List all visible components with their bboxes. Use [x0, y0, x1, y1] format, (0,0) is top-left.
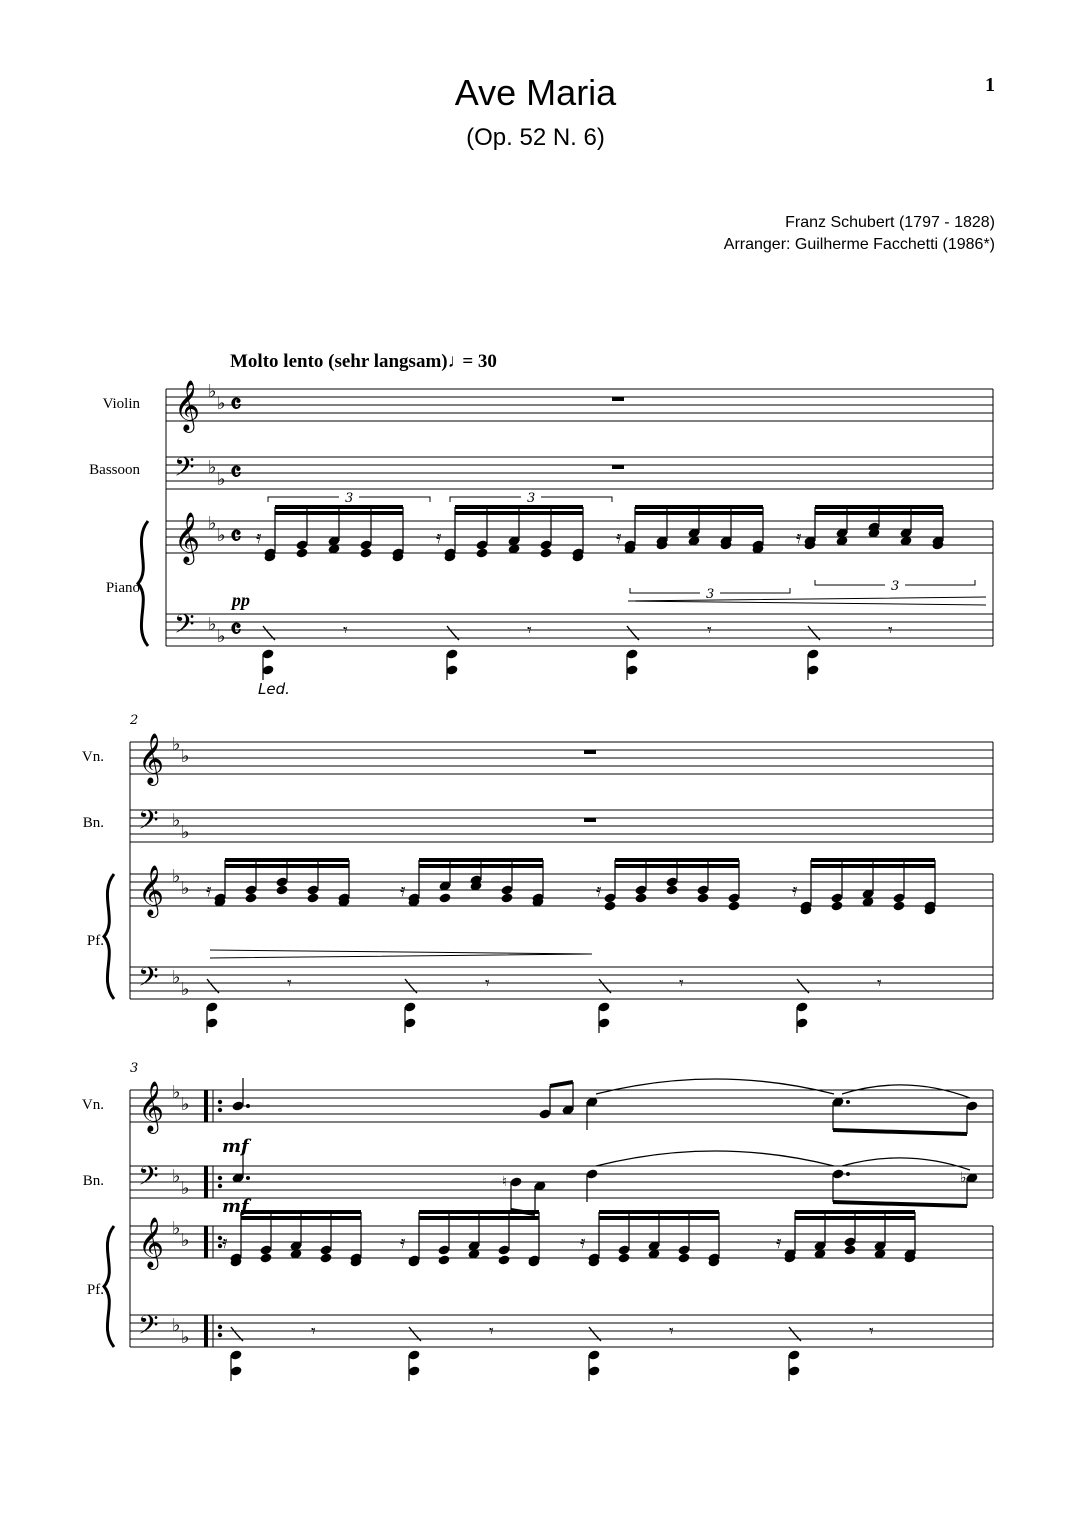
staff — [166, 614, 993, 646]
whole-rest — [612, 397, 624, 401]
flat-icon: ♭ — [217, 525, 226, 546]
eighth-rest-icon: 𝄾 — [485, 973, 490, 994]
common-time-icon: 𝄴 — [230, 615, 242, 645]
eighth-rest-icon: 𝄾 — [489, 1321, 494, 1342]
flat-icon: ♭ — [172, 1082, 181, 1103]
treble-clef-icon: 𝄞 — [138, 1217, 165, 1268]
measure-number: 2 — [130, 713, 139, 728]
piano-brace — [104, 1226, 114, 1347]
sixteenth-rest-icon: 𝄿 — [400, 880, 406, 901]
slur — [842, 1158, 970, 1170]
staff — [166, 521, 993, 553]
instrument-label-piano-short: Pf. — [86, 1282, 104, 1298]
whole-rest — [584, 750, 596, 754]
tempo-text: Molto lento (sehr langsam) — [230, 351, 448, 372]
flat-icon: ♭ — [172, 734, 181, 755]
slur — [842, 1085, 970, 1098]
flat-icon: ♭ — [181, 822, 190, 843]
whole-rest — [612, 465, 624, 469]
sixteenth-rest-icon: 𝄿 — [616, 527, 622, 548]
repeat-dot — [218, 1325, 222, 1329]
flat-icon: ♭ — [172, 1315, 181, 1336]
flat-icon: ♭ — [172, 1218, 181, 1239]
eighth-rest-icon: 𝄾 — [877, 973, 882, 994]
repeat-dot — [218, 1176, 222, 1180]
instrument-label-bassoon-short: Bn. — [82, 815, 104, 831]
common-time-icon: 𝄴 — [230, 522, 242, 552]
sixteenth-rest-icon: 𝄿 — [776, 1232, 782, 1253]
beam — [550, 1082, 573, 1086]
dynamic-pp: pp — [232, 590, 250, 610]
bass-clef-icon: 𝄢 — [138, 1160, 159, 1198]
staff — [130, 1166, 993, 1198]
natural-icon: ♮ — [502, 1174, 508, 1190]
pedal-marking: Led. — [258, 680, 290, 698]
measure-number: 3 — [130, 1061, 139, 1076]
sixteenth-rest-icon: 𝄿 — [256, 527, 262, 548]
dot — [246, 1104, 250, 1108]
eighth-rest-icon: 𝄾 — [707, 620, 712, 641]
dot — [846, 1100, 850, 1104]
repeat-dot — [218, 1184, 222, 1188]
instrument-label-violin: Violin — [102, 396, 140, 412]
treble-clef-icon: 𝄞 — [138, 733, 165, 784]
eighth-rest-icon: 𝄾 — [527, 620, 532, 641]
dynamic-mf: mf — [222, 1136, 249, 1157]
flat-icon: ♭ — [181, 1230, 190, 1251]
composer-credit: Franz Schubert (1797 - 1828) — [785, 214, 995, 231]
piano-brace — [138, 521, 148, 646]
piece-title: Ave Maria — [454, 72, 617, 113]
bass-clef-icon: 𝄢 — [174, 608, 195, 646]
tuplet-number: 3 — [706, 587, 715, 602]
whole-rest — [584, 818, 596, 822]
bass-clef-icon: 𝄢 — [174, 451, 195, 489]
common-time-icon: 𝄴 — [230, 458, 242, 488]
instrument-label-piano-short: Pf. — [86, 933, 104, 949]
piano-brace — [104, 874, 114, 999]
repeat-dot — [218, 1333, 222, 1337]
instrument-label-bassoon-short: Bn. — [82, 1173, 104, 1189]
repeat-dot — [218, 1108, 222, 1112]
bass-clef-icon: 𝄢 — [138, 961, 159, 999]
eighth-rest-icon: 𝄾 — [669, 1321, 674, 1342]
sixteenth-rest-icon: 𝄿 — [792, 880, 798, 901]
instrument-label-piano: Piano — [105, 580, 140, 596]
treble-clef-icon: 𝄞 — [174, 512, 201, 563]
treble-clef-icon: 𝄞 — [174, 380, 201, 431]
flat-icon: ♭ — [208, 513, 217, 534]
staff — [130, 810, 993, 842]
flat-icon: ♭ — [208, 457, 217, 478]
staff — [130, 742, 993, 774]
treble-clef-icon: 𝄞 — [138, 865, 165, 916]
dot — [246, 1176, 250, 1180]
repeat-dot — [218, 1100, 222, 1104]
tuplet-number: 3 — [345, 491, 354, 506]
notehead — [437, 1254, 450, 1265]
sixteenth-rest-icon: 𝄿 — [580, 1232, 586, 1253]
treble-clef-icon: 𝄞 — [138, 1081, 165, 1132]
beam — [833, 1130, 967, 1134]
flat-icon: ♭ — [181, 1094, 190, 1115]
flat-icon: ♭ — [172, 810, 181, 831]
flat-icon: ♭ — [960, 1170, 967, 1186]
eighth-rest-icon: 𝄾 — [311, 1321, 316, 1342]
sixteenth-rest-icon: 𝄿 — [400, 1232, 406, 1253]
slur — [596, 1151, 834, 1166]
bass-clef-icon: 𝄢 — [138, 1309, 159, 1347]
sixteenth-rest-icon: 𝄿 — [222, 1232, 228, 1253]
page-number: 1 — [985, 74, 995, 96]
dot — [846, 1172, 850, 1176]
flat-icon: ♭ — [172, 866, 181, 887]
sixteenth-rest-icon: 𝄿 — [436, 527, 442, 548]
eighth-rest-icon: 𝄾 — [888, 620, 893, 641]
staff — [166, 389, 993, 421]
flat-icon: ♭ — [217, 393, 226, 414]
notehead — [497, 1254, 510, 1265]
tuplet-number: 3 — [891, 579, 900, 594]
instrument-label-violin-short: Vn. — [81, 749, 104, 765]
instrument-label-bassoon: Bassoon — [89, 462, 140, 478]
sixteenth-rest-icon: 𝄿 — [206, 880, 212, 901]
tempo-value: = 30 — [462, 351, 497, 372]
sixteenth-rest-icon: 𝄿 — [796, 527, 802, 548]
quarter-note-icon: ♩ — [447, 351, 467, 372]
eighth-rest-icon: 𝄾 — [287, 973, 292, 994]
flat-icon: ♭ — [181, 1327, 190, 1348]
eighth-rest-icon: 𝄾 — [679, 973, 684, 994]
eighth-rest-icon: 𝄾 — [343, 620, 348, 641]
beam — [833, 1202, 967, 1206]
flat-icon: ♭ — [208, 381, 217, 402]
flat-icon: ♭ — [172, 967, 181, 988]
flat-icon: ♭ — [217, 626, 226, 647]
flat-icon: ♭ — [217, 469, 226, 490]
flat-icon: ♭ — [181, 746, 190, 767]
staff — [166, 457, 993, 489]
sixteenth-rest-icon: 𝄿 — [596, 880, 602, 901]
arranger-credit: Arranger: Guilherme Facchetti (1986*) — [723, 236, 995, 253]
staff — [130, 1090, 993, 1122]
bass-clef-icon: 𝄢 — [138, 804, 159, 842]
flat-icon: ♭ — [208, 614, 217, 635]
flat-icon: ♭ — [181, 979, 190, 1000]
notehead — [438, 892, 451, 903]
flat-icon: ♭ — [181, 878, 190, 899]
staff — [130, 1226, 993, 1258]
slur — [596, 1079, 834, 1094]
eighth-rest-icon: 𝄾 — [869, 1321, 874, 1342]
flat-icon: ♭ — [181, 1178, 190, 1199]
piece-subtitle: (Op. 52 N. 6) — [466, 124, 605, 151]
staff — [130, 1315, 993, 1347]
crescendo-hairpin — [628, 597, 986, 605]
instrument-label-violin-short: Vn. — [81, 1097, 104, 1113]
tuplet-number: 3 — [527, 491, 536, 506]
flat-icon: ♭ — [172, 1166, 181, 1187]
staff — [130, 967, 993, 999]
common-time-icon: 𝄴 — [230, 390, 242, 420]
dynamic-mf: mf — [222, 1196, 249, 1217]
decrescendo-hairpin — [210, 950, 592, 958]
